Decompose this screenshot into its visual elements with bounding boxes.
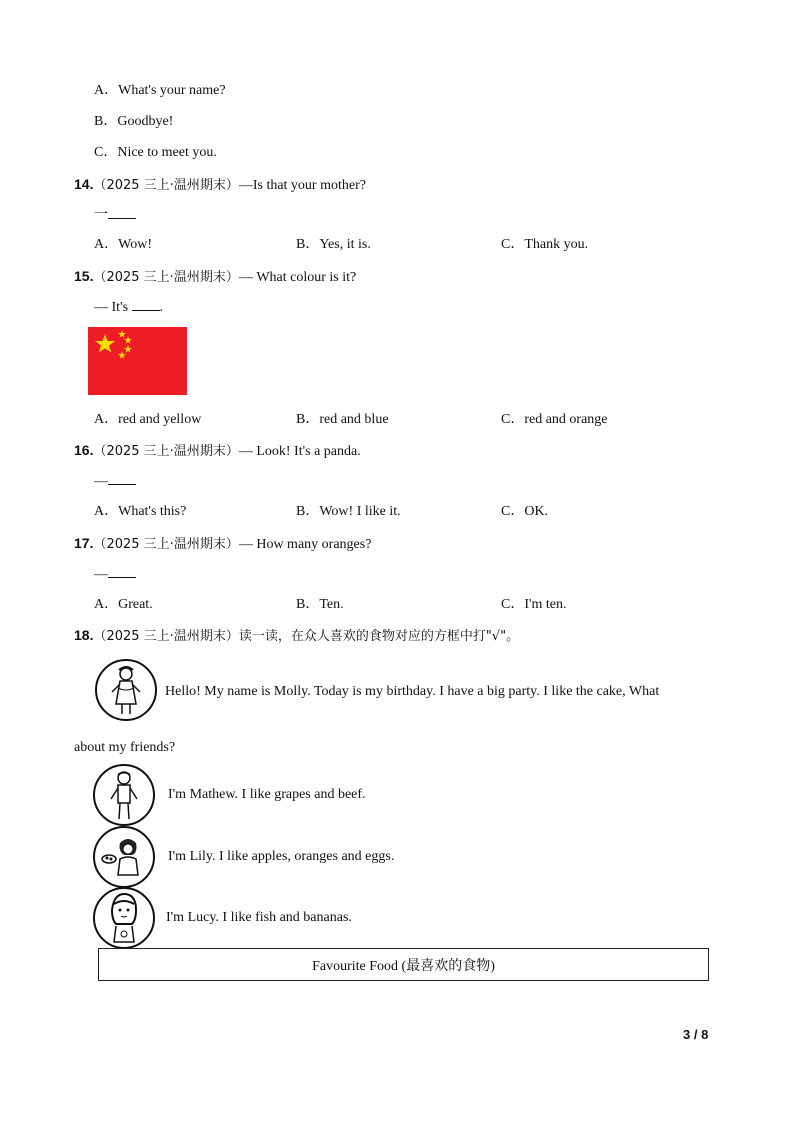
q17-option-a: A．Great.	[94, 597, 153, 612]
q16-reply	[94, 472, 136, 491]
q15-reply-prefix: — It's	[94, 300, 132, 315]
flag-field	[88, 327, 187, 395]
q17-option-b: B．Ten.	[296, 597, 344, 612]
q15-option-c: C．red and orange	[501, 412, 608, 427]
q17-reply-dash: —	[94, 567, 108, 582]
q13-option-a: A．What's your name?	[94, 83, 226, 98]
q14-blank	[108, 206, 136, 219]
q15-text: — What colour is it?	[238, 270, 357, 285]
molly-girl-avatar-icon	[94, 658, 158, 722]
q15-source: （2025 三上·温州期末）	[93, 270, 239, 285]
q18-question	[74, 626, 519, 646]
q15-option-a: A．red and yellow	[94, 412, 202, 427]
q14-text: —Is that your mother?	[238, 178, 366, 193]
favourite-food-table-header	[98, 948, 709, 981]
mathew-text: I'm Mathew. I like grapes and beef.	[168, 787, 366, 802]
q13-option-b: B．Goodbye!	[94, 114, 174, 129]
q17-question	[74, 534, 371, 554]
q14-reply-dash: 一	[94, 208, 108, 223]
q16-number: 16.	[74, 442, 94, 458]
q15-number: 15.	[74, 268, 94, 284]
q16-text: — Look! It's a panda.	[238, 444, 361, 459]
q15-question	[74, 267, 356, 287]
q15-option-b: B．red and blue	[296, 412, 389, 427]
q16-question	[74, 441, 361, 461]
q17-source: （2025 三上·温州期末）	[93, 537, 239, 552]
q17-reply	[94, 565, 136, 584]
q14-source: （2025 三上·温州期末）	[93, 178, 239, 193]
q14-option-b: B．Yes, it is.	[296, 237, 371, 252]
q14-number: 14.	[74, 176, 94, 192]
lucy-girl-avatar-icon	[92, 886, 156, 950]
q17-text: — How many oranges?	[238, 537, 372, 552]
q14-question	[74, 175, 366, 195]
q16-blank	[108, 472, 136, 485]
q18-source: （2025 三上·温州期末）	[93, 629, 239, 644]
q18-instruction: 读一读，在众人喜欢的食物对应的方框中打"√"。	[238, 629, 520, 644]
q16-option-b: B．Wow! I like it.	[296, 504, 401, 519]
q14-option-c: C．Thank you.	[501, 237, 589, 252]
q16-option-c: C．OK.	[501, 504, 549, 519]
q15-reply	[94, 298, 163, 317]
q13-option-c: C．Nice to meet you.	[94, 145, 217, 160]
page-number: 3 / 8	[683, 1027, 709, 1042]
lucy-text: I'm Lucy. I like fish and bananas.	[166, 910, 352, 925]
q17-number: 17.	[74, 535, 94, 551]
q14-reply	[94, 206, 136, 225]
q17-blank	[108, 565, 136, 578]
q17-option-c: C．I'm ten.	[501, 597, 567, 612]
q16-option-a: A．What's this?	[94, 504, 187, 519]
q16-reply-dash: —	[94, 474, 108, 489]
q15-blank	[132, 298, 160, 311]
molly-text-line1: Hello! My name is Molly. Today is my birthday. I have a big party. I like the cake, What	[165, 684, 660, 699]
q14-option-a: A．Wow!	[94, 237, 152, 252]
q18-number: 18.	[74, 627, 94, 643]
molly-text-line2: about my friends?	[74, 740, 176, 755]
lily-girl-avatar-icon	[92, 825, 156, 889]
q15-reply-suffix: .	[159, 300, 164, 315]
china-flag-image	[88, 327, 187, 395]
mathew-boy-avatar-icon	[92, 763, 156, 827]
lily-text: I'm Lily. I like apples, oranges and eggs.	[168, 849, 395, 864]
favourite-food-title: Favourite Food (最喜欢的食物)	[312, 958, 495, 974]
q16-source: （2025 三上·温州期末）	[93, 444, 239, 459]
